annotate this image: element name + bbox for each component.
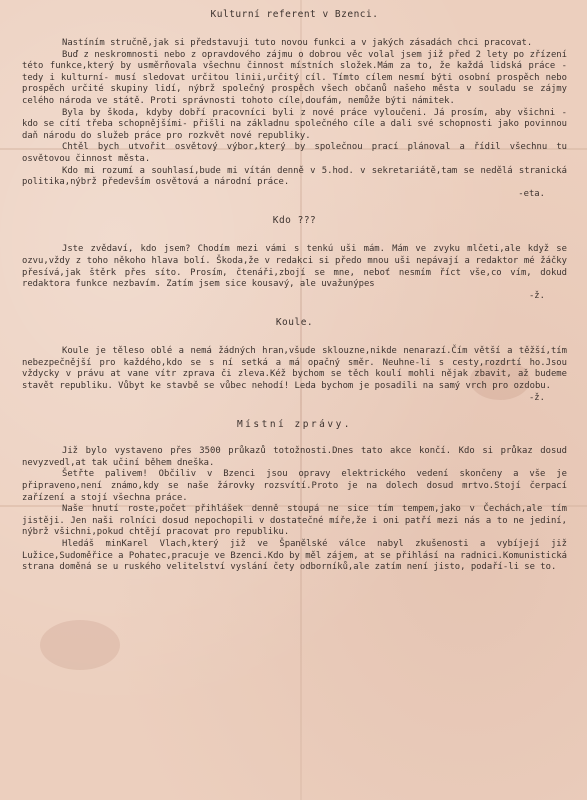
section-mistni-zpravy xyxy=(22,418,567,574)
section-kdo xyxy=(22,214,567,302)
paragraph: Šetřte palivem! Občiliv v Bzenci jsou opravy elektrického vedení skončeny a vše je připraveno,není známo,kdy se naše žárovky rozsvítí.Proto je na dolech dosud mrtvo.Stojí čerpací zařízení a stojí všechna práce. xyxy=(22,469,567,503)
section-kulturni-referent xyxy=(22,8,567,200)
section-title: Kulturní referent v Bzenci. xyxy=(210,9,379,20)
paragraph: Koule je těleso oblé a nemá žádných hran,všude sklouzne,nikde nenarazí.Čím větší a těžší,tím nebezpečnější pro každého,kdo se s ní setká a má opačný směr. Neuhne-li s cesty,rozdrtí ho.Jsou vždycky v právu at vane vítr zprava či zleva.Kéž bychom se těch koulí mohli nějak zbavit, až budeme stavět republiku. Vůbyt ke stavbě se vůbec nehodí! Leda bychom je posadili na samý vrch pro ozdobu. xyxy=(22,346,567,392)
paper-stain xyxy=(40,620,120,670)
paragraph: Nastíním stručně,jak si představuji tuto novou funkci a v jakých zásadách chci pracovat. xyxy=(62,38,533,48)
section-koule xyxy=(22,316,567,404)
paragraph: Chtěl bych utvořit osvětový výbor,který by společnou prací plánoval a řídil všechnu tu osvětovou činnost města. xyxy=(22,142,567,164)
paragraph: Již bylo vystaveno přes 3500 průkazů totožnosti.Dnes tato akce končí. Kdo si průkaz dosud nevyzvedl,at tak učiní během dneška. xyxy=(22,446,567,468)
section-title: Koule. xyxy=(275,317,314,329)
paragraph: Naše hnutí roste,počet přihlášek denně stoupá ne sice tím tempem,jako v Čechách,ale tím jistěji. Jen naši rolníci dosud nepochopili v dostatečné míře,že i oni patří mezi nás a to ne jediní, nýbrž všichni,pokud chtějí pracovat pro republiku. xyxy=(22,504,567,538)
signature: -eta. xyxy=(518,188,545,199)
signature: -ž. xyxy=(528,392,545,403)
section-title: Kdo ??? xyxy=(272,215,317,227)
signature: -ž. xyxy=(528,290,545,301)
paragraph: Byla by škoda, kdyby dobří pracovníci byli z nové práce vyloučeni. Já prosím, aby všichni - kdo se cítí třeba schopnějšími- přišli na základnu společného cíle a dali své schopnosti jako povinnou daň národu do služeb práce pro rozkvět nové republiky. xyxy=(22,107,568,141)
paragraph: Hledáš minKarel Vlach,který již ve Španělské válce nabyl zkušenosti a vybíjejí již Lužice,Sudoměřice a Pohatec,pracuje ve Bzenci.Kdo by měl zájem, at se přihlásí na radnici.Komunistická strana doměná se u ruského velitelství vyslání čety odborníků,ale zatím není jisto, podaří-li se to. xyxy=(22,539,568,573)
paragraph: Jste zvědaví, kdo jsem? Chodím mezi vámi s tenkú uši mám. Mám ve zvyku mlčeti,ale když se ozvu,vždy z toho někoho hlava bolí. Škoda,že v redakci si předo mnou uši nepávají a redaktor mé žáčky přesívá,jak štěrk přes síto. Prosím, čtenáři,zbojí se mne, neboť nesmím říct vše,co vím, dokud redaktora funkce nezbavím. Zatím jsem sice kousavý, ale uvažunýpes xyxy=(22,244,567,290)
paragraph: Buď z neskromnosti nebo z opravdového zájmu o dobrou věc volal jsem již před 2 lety po zřízení této funkce,který by usměrňovala všechnu činnost místních složek.Mám za to, že každá lidská práce - tedy i kulturní- musí sledovat určitou linii,určitý cíl. Tímto cílem nesmí býti osobní prospěch nebo prospěch určité skupiny lidí, nýbrž společný prospěch všech občanů našeho města v souladu se zájmy celého národa ve státě. Proti správnosti tohoto cíle,doufám, nemůže býti námitek. xyxy=(22,49,567,106)
paragraph: Kdo mi rozumí a souhlasí,bude mi vítán denně v 5.hod. v sekretariátě,tam se nedělá stranická politika,nýbrž především osvětová a národní práce. xyxy=(22,165,567,188)
document-body xyxy=(22,8,567,574)
section-title: Místní zprávy. xyxy=(236,419,353,431)
